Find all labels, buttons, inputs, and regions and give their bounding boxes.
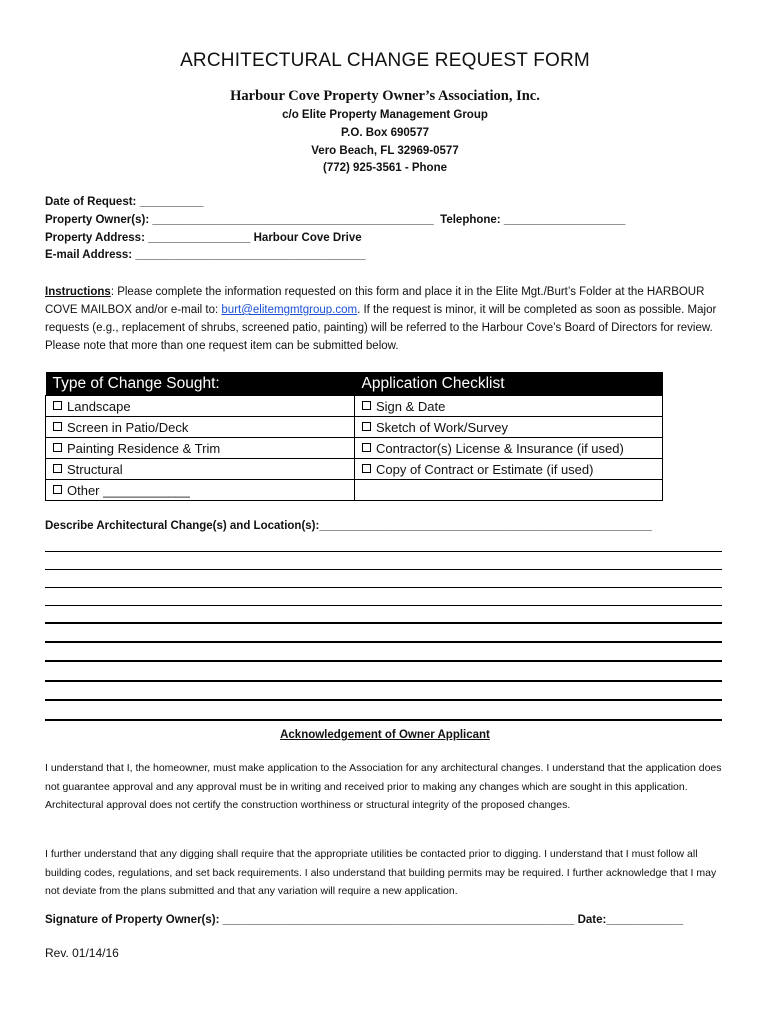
- sign-date-checkbox-cell[interactable]: [355, 396, 663, 417]
- description-line[interactable]: [45, 641, 722, 643]
- checkbox-label: Other ____________: [67, 482, 190, 498]
- screen-patio-checkbox-cell[interactable]: [46, 417, 355, 438]
- address-line-3: Vero Beach, FL 32969-0577: [311, 145, 459, 157]
- instructions-text: : Please complete the information requested on this form and place it in the Elite Mgt./Burt’s Folder at the HARBOUR COVE MAILBOX and/or e-mail to:: [45, 286, 705, 316]
- acknowledgement-title: Acknowledgement of Owner Applicant: [280, 729, 490, 741]
- checkbox[interactable]: [362, 443, 371, 452]
- description-line[interactable]: [45, 622, 722, 624]
- description-line[interactable]: [45, 719, 722, 721]
- other-checkbox-cell[interactable]: [46, 480, 355, 501]
- table-row: [46, 459, 663, 480]
- description-line[interactable]: [45, 605, 722, 606]
- type-of-change-header: Type of Change Sought:: [46, 372, 355, 396]
- table-row: [46, 396, 663, 417]
- description-line[interactable]: [45, 699, 722, 701]
- association-name: Harbour Cove Property Owner’s Association, Inc.: [230, 88, 540, 104]
- revision-label: Rev. 01/14/16: [45, 946, 119, 960]
- landscape-checkbox-cell[interactable]: [46, 396, 355, 417]
- property-owners-field[interactable]: Property Owner(s): ____________________________________________ Telephone: ___________________: [45, 214, 626, 226]
- description-line[interactable]: [45, 660, 722, 662]
- description-line[interactable]: [45, 587, 722, 588]
- structural-checkbox-cell[interactable]: [46, 459, 355, 480]
- checkbox-label: Contractor(s) License & Insurance (if used): [376, 440, 624, 456]
- address-line-1: c/o Elite Property Management Group: [282, 109, 488, 121]
- address-line-2: P.O. Box 690577: [340, 127, 429, 139]
- phone-line: (772) 925-3561 - Phone: [322, 162, 447, 174]
- checkbox[interactable]: [53, 401, 62, 410]
- checkbox-label: Painting Residence & Trim: [67, 440, 221, 456]
- signature-line[interactable]: Signature of Property Owner(s): _______________________________________________________ Date:____________: [45, 914, 684, 926]
- table-row: [46, 480, 663, 501]
- property-address-field[interactable]: Property Address: ________________ Harbour Cove Drive: [45, 232, 362, 244]
- date-of-request-field[interactable]: Date of Request: __________: [45, 196, 204, 208]
- describe-change-label[interactable]: Describe Architectural Change(s) and Location(s):____________________________________________________: [45, 520, 652, 532]
- checkbox-label: Screen in Patio/Deck: [67, 419, 189, 435]
- empty-cell: [355, 480, 663, 501]
- acknowledgement-paragraph-1: I understand that I, the homeowner, must make application to the Association for any architectural changes. I understand that the application does not guarantee approval and any approval must be in writing and received prior to making any changes which are sought in this application. Architectural approval does not certify the construction worthiness or structural integrity of the proposed changes.: [45, 762, 722, 811]
- checkbox[interactable]: [53, 464, 62, 473]
- description-line[interactable]: [45, 551, 722, 552]
- checkbox-label: Sign & Date: [376, 398, 446, 414]
- painting-checkbox-cell[interactable]: [46, 438, 355, 459]
- form-title: ARCHITECTURAL CHANGE REQUEST FORM: [180, 50, 590, 71]
- sketch-survey-checkbox-cell[interactable]: [355, 417, 663, 438]
- checkbox-label: Sketch of Work/Survey: [376, 419, 508, 435]
- table-row: [46, 438, 663, 459]
- checkbox[interactable]: [53, 485, 62, 494]
- instructions-label: Instructions: [45, 286, 111, 298]
- checkbox[interactable]: [362, 401, 371, 410]
- checkbox-label: Landscape: [67, 398, 131, 414]
- description-line[interactable]: [45, 680, 722, 682]
- checkbox-label: Copy of Contract or Estimate (if used): [376, 461, 594, 477]
- email-address-field[interactable]: E-mail Address: ____________________________________: [45, 249, 366, 261]
- change-checklist-table: [45, 372, 663, 501]
- checkbox[interactable]: [53, 443, 62, 452]
- contractor-license-checkbox-cell[interactable]: [355, 438, 663, 459]
- checkbox[interactable]: [362, 464, 371, 473]
- contract-copy-checkbox-cell[interactable]: [355, 459, 663, 480]
- checkbox[interactable]: [53, 422, 62, 431]
- acknowledgement-paragraph-2: I further understand that any digging shall require that the appropriate utilities be contacted prior to digging. I understand that I must follow all building codes, regulations, and set back requirements. I also understand that building permits may be required. I further acknowledge that I may not deviate from the plans submitted and that any variation will require a new application.: [45, 848, 717, 897]
- table-row: [46, 417, 663, 438]
- email-link[interactable]: burt@elitemgmtgroup.com: [221, 304, 358, 316]
- application-checklist-header: Application Checklist: [355, 372, 663, 396]
- instructions-text-cont: . If the request is minor, it will be completed as soon as possible. Major requests (e.g., replacement of shrubs, screened patio, painting) will be referred to the Harbour Cove’s Board of Directors for review. Please note that more than one request item can be submitted below.: [45, 304, 717, 352]
- checkbox-label: Structural: [67, 461, 123, 477]
- checkbox[interactable]: [362, 422, 371, 431]
- description-line[interactable]: [45, 569, 722, 570]
- instructions-paragraph: [45, 283, 725, 355]
